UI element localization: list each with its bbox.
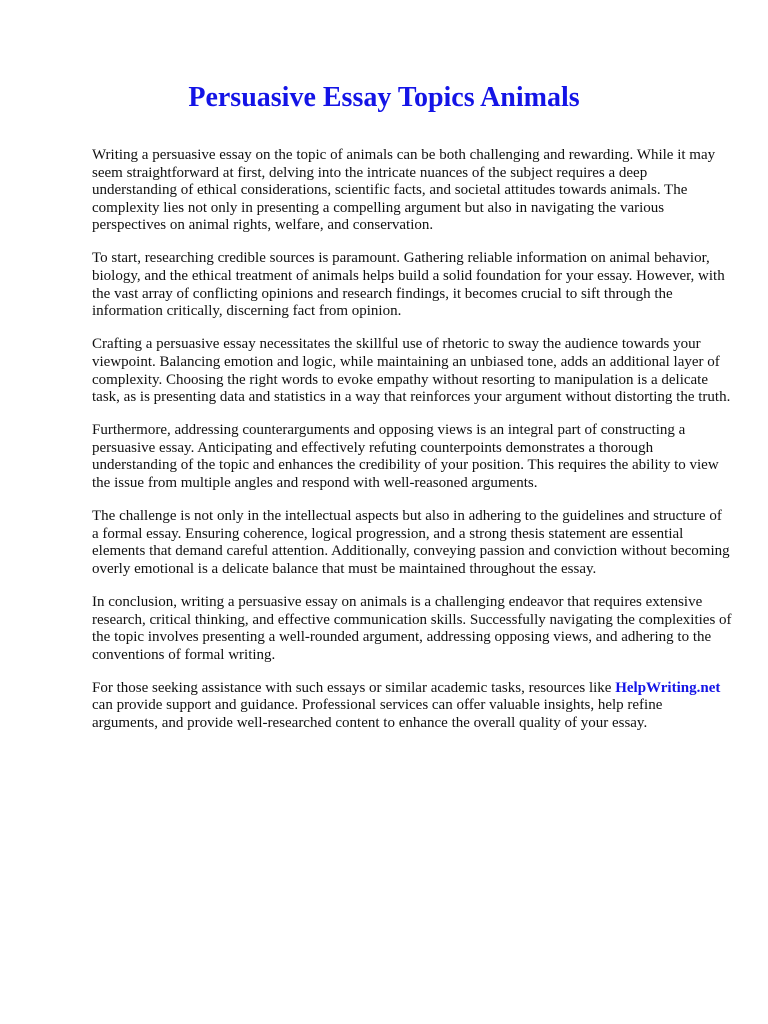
paragraph-challenge: The challenge is not only in the intellectual aspects but also in adhering to the guidelines and structure of a formal essay. Ensuring coherence, logical progression, and a strong thesis statement are essential elements that demand careful attention. Additionally, conveying passion and conviction without becoming overly emotional is a delicate balance that must be maintained throughout the essay. [92,508,730,577]
helpwriting-link[interactable]: HelpWriting.net [615,679,721,696]
closing-text-before-link: For those seeking assistance with such essays or similar academic tasks, resources like [92,679,616,696]
paragraph-counterarguments: Furthermore, addressing counterarguments and opposing views is an integral part of constructing a persuasive essay. Anticipating and effectively refuting counterpoints demonstrates a thorough understanding of the topic and enhances the credibility of your position. This requires the ability to view the issue from multiple angles and respond with well-reasoned arguments. [92,422,719,491]
paragraph-conclusion: In conclusion, writing a persuasive essay on animals is a challenging endeavor that requires extensive research, critical thinking, and effective communication skills. Successfully navigating the complexities of the topic involves presenting a well-rounded argument, addressing opposing views, and adhering to the conventions of formal writing. [92,593,732,663]
paragraph-intro: Writing a persuasive essay on the topic of animals can be both challenging and rewarding. While it may seem straightforward at first, delving into the intricate nuances of the subject requires a deep understanding of ethical considerations, scientific facts, and societal attitudes towards animals. The complexity lies not only in presenting a compelling argument but also in navigating the various perspectives on animal rights, welfare, and conservation. [92,147,716,234]
page-title: Persuasive Essay Topics Animals [188,82,580,113]
closing-text-after-link: can provide support and guidance. Professional services can offer valuable insights, help refine arguments, and provide well-researched content to enhance the overall quality of your essay. [92,697,663,732]
paragraph-closing [92,680,732,733]
paragraph-rhetoric: Crafting a persuasive essay necessitates the skillful use of rhetoric to sway the audience towards your viewpoint. Balancing emotion and logic, while maintaining an unbiased tone, adds an additional layer of complexity. Choosing the right words to evoke empathy without resorting to manipulation is a delicate task, as is presenting data and statistics in a way that reinforces your argument without distorting the truth. [92,336,731,406]
essay-body [92,147,732,748]
paragraph-research: To start, researching credible sources is paramount. Gathering reliable information on animal behavior, biology, and the ethical treatment of animals helps build a solid foundation for your essay. However, with the vast array of conflicting opinions and research findings, it becomes crucial to sift through the information critically, discerning fact from opinion. [92,250,725,320]
